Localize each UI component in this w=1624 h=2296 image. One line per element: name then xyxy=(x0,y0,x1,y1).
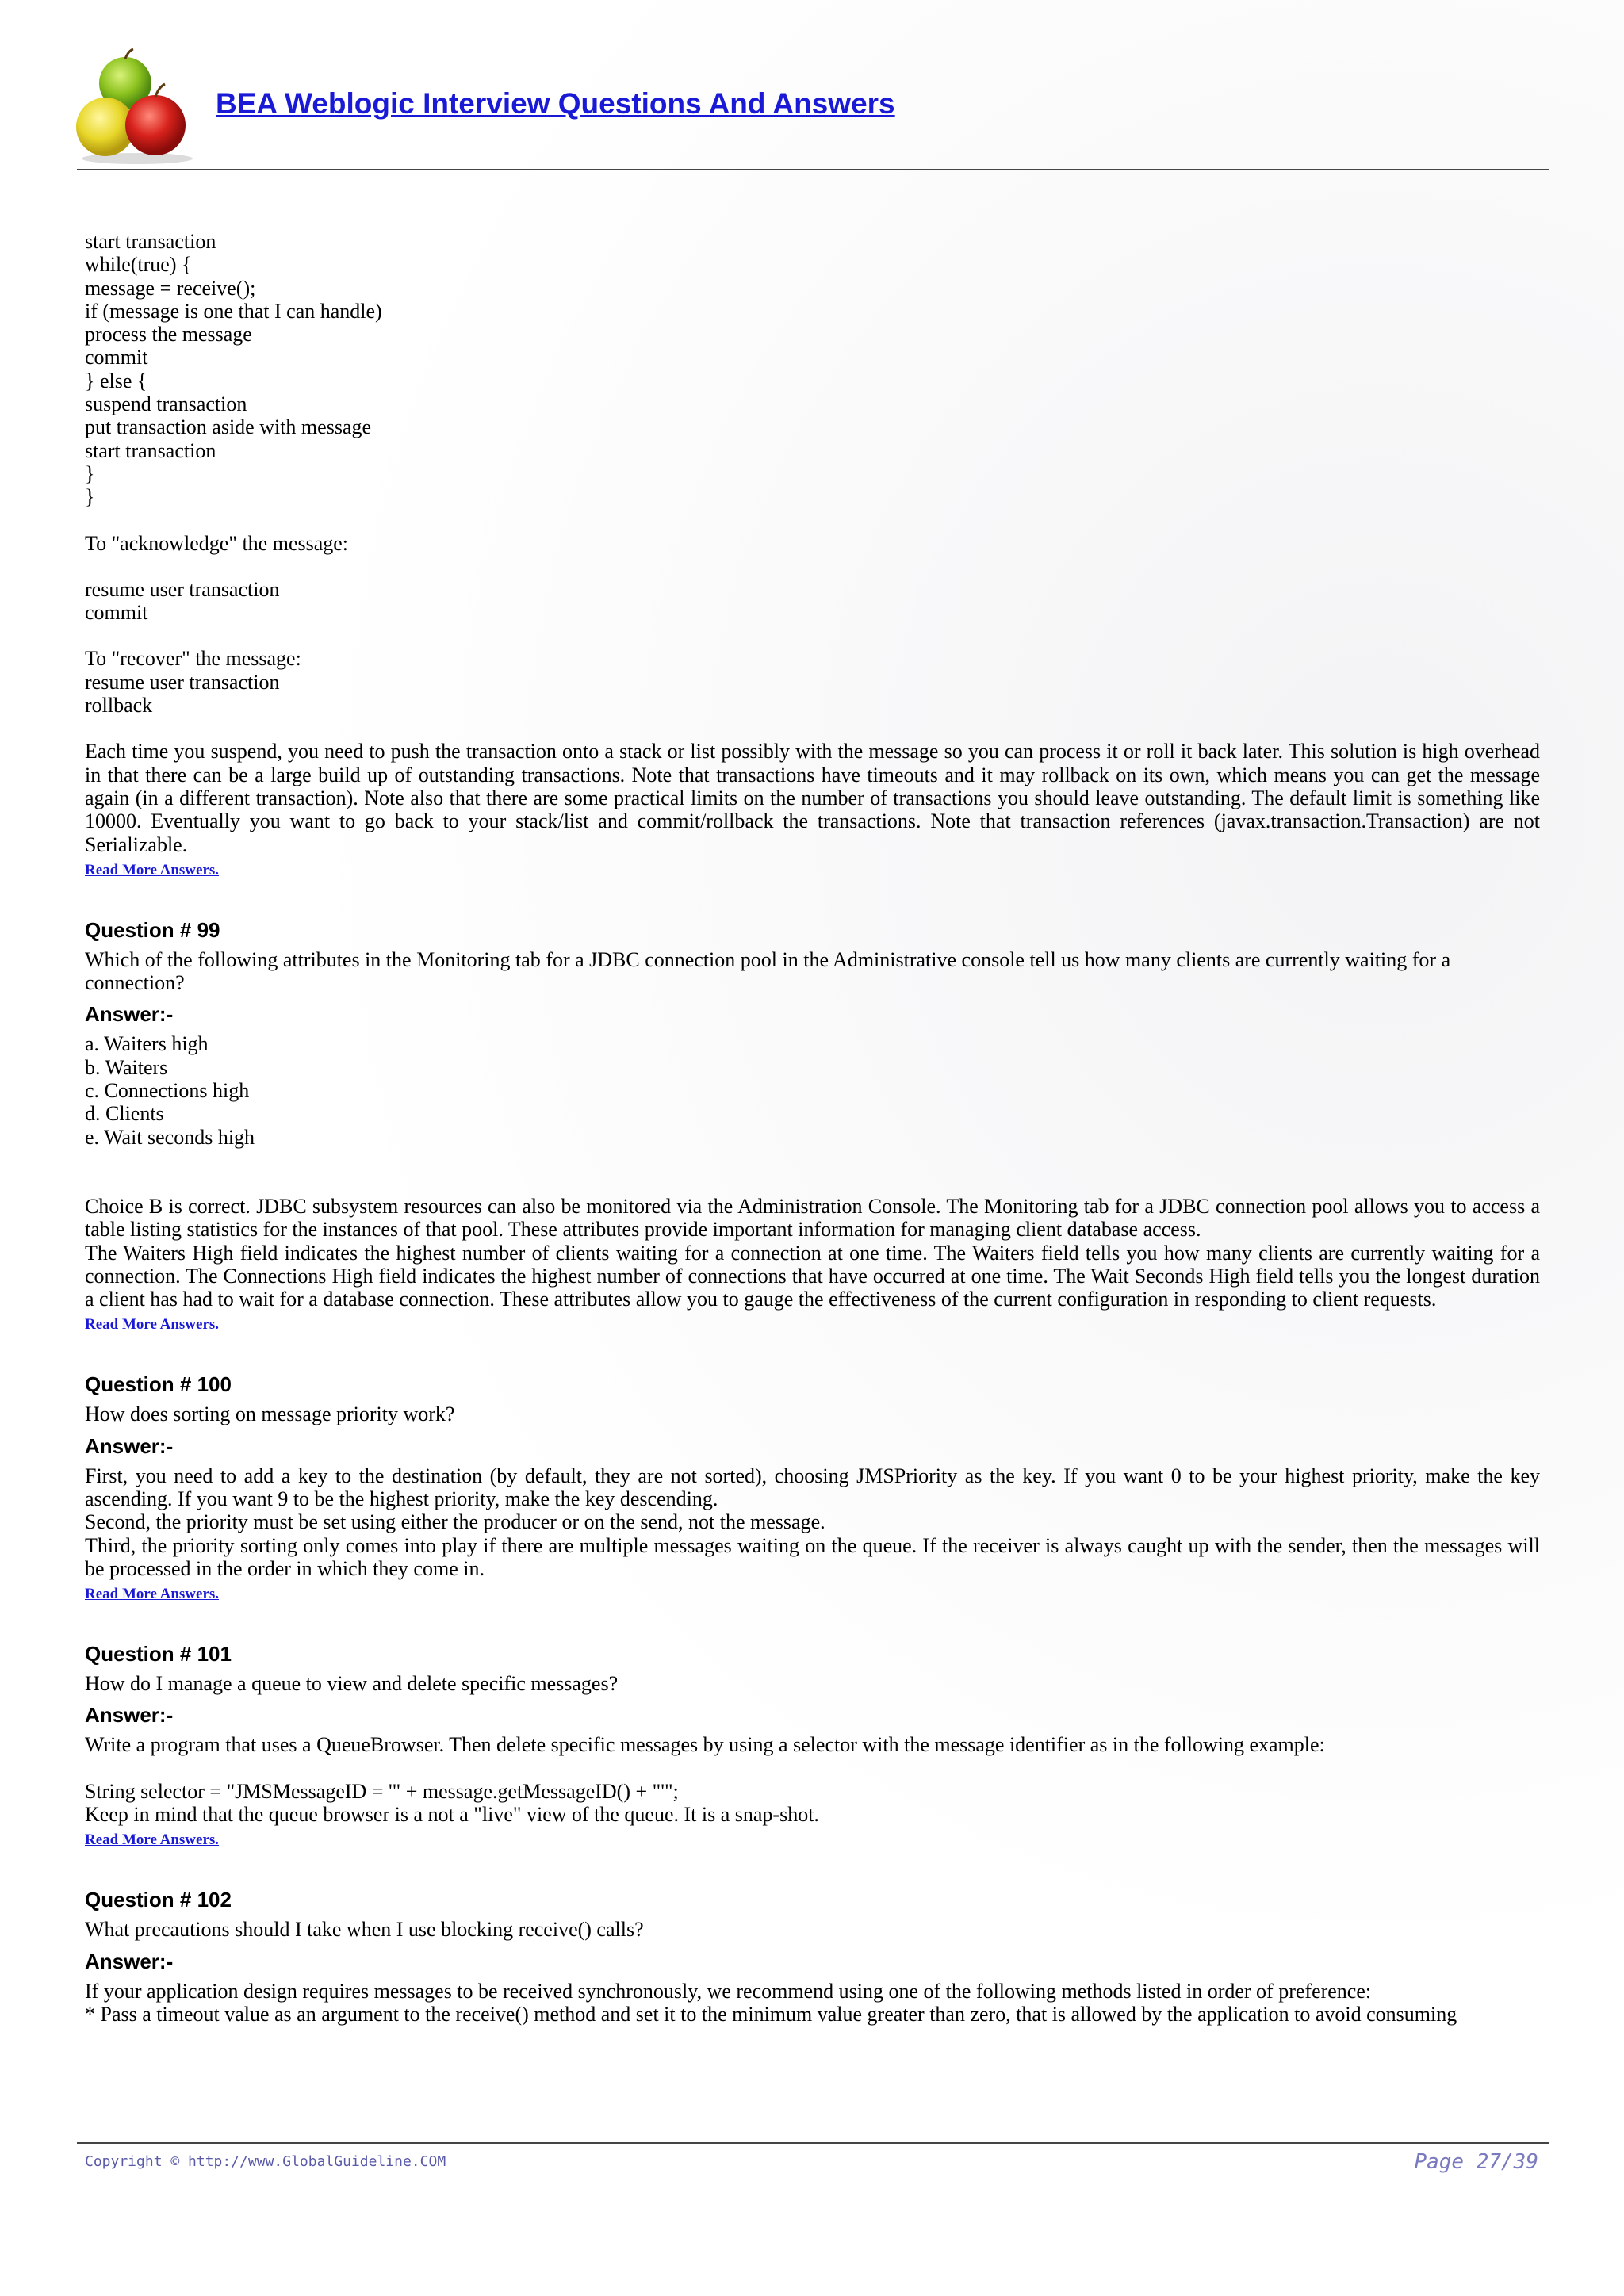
question-text: How does sorting on message priority work? xyxy=(85,1402,455,1426)
document-body xyxy=(85,230,1540,2026)
question-text: Which of the following attributes in the Monitoring tab for a JDBC connection pool in the Administrative console tell us how many clients are currently waiting for a connection? xyxy=(85,947,1451,995)
code-block xyxy=(85,230,1540,509)
code-line: put transaction aside with message xyxy=(85,415,372,439)
read-more-link[interactable]: Read More Answers. xyxy=(85,1831,220,1849)
code-line: suspend transaction xyxy=(85,392,247,416)
recover-label: To "recover" the message: xyxy=(85,647,301,671)
code-line: while(true) { xyxy=(85,253,192,277)
code-line: message = receive(); xyxy=(85,276,256,300)
answer-option: e. Wait seconds high xyxy=(85,1125,255,1149)
footer-copyright[interactable]: Copyright © http://www.GlobalGuideline.COM xyxy=(85,2153,446,2170)
answer-heading: Answer:- xyxy=(85,1002,174,1027)
answer-heading: Answer:- xyxy=(85,1949,174,1973)
code-line: if (message is one that I can handle) xyxy=(85,299,382,323)
code-line: commit xyxy=(85,346,148,369)
question-text: What precautions should I take when I use blocking receive() calls? xyxy=(85,1918,644,1942)
code-line: resume user transaction xyxy=(85,577,280,601)
paragraph: Second, the priority must be set using either the producer or on the send, not the message. xyxy=(85,1510,825,1534)
page-number: Page 27/39 xyxy=(1414,2150,1538,2174)
question-heading: Question # 101 xyxy=(85,1642,232,1667)
paragraph: Each time you suspend, you need to push the transaction onto a stack or list possibly with the message so you can process it or roll it back later. This solution is high overhead in that there can be a large build up of outstanding transactions. Note that transactions have timeouts and it may rollback on its own, which means you can get the message again (in a different transaction). Note also that there are some practical limits on the number of transactions you should leave outstanding. The default limit is something like 10000. Eventually you want to go back to your stack/list and commit/rollback the transactions. Note that transaction references (javax.transaction.Transaction) are not Serializable. xyxy=(85,740,1540,856)
answer-option: a. Waiters high xyxy=(85,1032,209,1056)
question-heading: Question # 99 xyxy=(85,917,220,942)
answer-option: b. Waiters xyxy=(85,1055,168,1079)
paragraph: Keep in mind that the queue browser is a not a "live" view of the queue. It is a snap-shot. xyxy=(85,1803,819,1827)
answer-option: c. Connections high xyxy=(85,1079,250,1103)
apples-logo-icon xyxy=(70,48,205,166)
code-line: } xyxy=(85,461,95,485)
code-line: commit xyxy=(85,601,148,625)
answer-heading: Answer:- xyxy=(85,1433,174,1458)
paragraph: First, you need to add a key to the destination (by default, they are not sorted), choosing JMSPriority as the key. If you want 0 to be your highest priority, make the key ascending. If you want 9 to be the highest priority, make the key descending. xyxy=(85,1464,1540,1510)
footer-divider xyxy=(77,2142,1549,2144)
answer-heading: Answer:- xyxy=(85,1703,174,1728)
question-heading: Question # 102 xyxy=(85,1888,232,1912)
answer-option: d. Clients xyxy=(85,1102,164,1126)
read-more-link[interactable]: Read More Answers. xyxy=(85,861,220,878)
code-line: } xyxy=(85,485,95,509)
paragraph: If your application design requires messages to be received synchronously, we recommend using one of the following methods listed in order of preference: xyxy=(85,1979,1372,2003)
paragraph: * Pass a timeout value as an argument to the receive() method and set it to the minimum value greater than zero, that is allowed by the application to avoid consuming xyxy=(85,2002,1457,2026)
read-more-link[interactable]: Read More Answers. xyxy=(85,1316,220,1334)
code-line: rollback xyxy=(85,694,153,718)
paragraph: The Waiters High field indicates the highest number of clients waiting for a connection at one time. The Waiters field tells you how many clients are currently waiting for a connection. The Connections High field indicates the highest number of connections that have occurred at one time. The Wait Seconds High field tells you the longest duration a client has had to wait for a database connection. These attributes allow you to gauge the effectiveness of the current configuration in responding to client requests. xyxy=(85,1241,1540,1311)
paragraph: Write a program that uses a QueueBrowser. Then delete specific messages by using a selector with the message identifier as in the following example: xyxy=(85,1733,1325,1757)
page-title[interactable]: BEA Weblogic Interview Questions And Answers xyxy=(216,87,895,120)
code-line: start transaction xyxy=(85,438,216,462)
code-line: resume user transaction xyxy=(85,670,280,694)
header-divider xyxy=(77,169,1549,170)
code-line: String selector = "JMSMessageID = '" + message.getMessageID() + "'"; xyxy=(85,1779,679,1803)
paragraph: Third, the priority sorting only comes into play if there are multiple messages waiting on the queue. If the receiver is always caught up with the sender, then the messages will be processed in the order in which they come in. xyxy=(85,1533,1540,1580)
code-line: } else { xyxy=(85,369,147,392)
code-line: start transaction xyxy=(85,230,216,253)
question-text: How do I manage a queue to view and delete specific messages? xyxy=(85,1672,619,1696)
question-heading: Question # 100 xyxy=(85,1372,232,1397)
read-more-link[interactable]: Read More Answers. xyxy=(85,1586,220,1603)
acknowledge-label: To "acknowledge" the message: xyxy=(85,531,349,555)
code-line: process the message xyxy=(85,323,252,346)
paragraph: Choice B is correct. JDBC subsystem resources can also be monitored via the Administration Console. The Monitoring tab for a JDBC connection pool allows you to access a table listing statistics for the instances of that pool. These attributes provide important information for managing client database access. xyxy=(85,1194,1540,1242)
